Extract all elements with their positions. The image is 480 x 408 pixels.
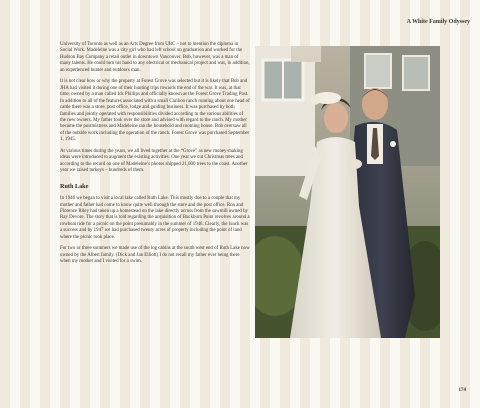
paragraph: University of Toronto as well as an Arts Degree from UBC – not to mention the diploma in Social Work. Madeleine was a city girl who had left school on graduation and worked for the Hudson Bay Company a retail outlet in downtown Vancouver. Bob, however, was a man of many talents. He could turn his hand to any electrical or mechanical project and was, in addition, an experienced hunter and outdoors man. [60, 42, 250, 73]
section-heading: Ruth Lake [60, 182, 89, 190]
paragraph: It is not clear how or why the property at Forest Grove was selected but it is likely that Bob and JHA had visited it during one of their hunting trips towards the end of the war. It was, at that time, owned by a man called Ick Phillips and officially known as the Forest Grove Trading Post. In addition to all of the features associated with a small Cariboo ranch running about one head of cattle there was a store, post office, lodge and guiding business. It was purchased by both families and jointly operated with responsibilities divided according to the various abilities of the new owners. My father took over the store and advised with regard to the ranch. My mother became the postmistress and Madeleine ran the household and rooming house. Bob oversaw all of the outside work including the operation of the ranch. Forest Grove was purchased September 1, 1945. [60, 79, 250, 143]
groom-face [362, 88, 388, 120]
page-number: 174 [458, 388, 466, 393]
paragraph: In 1946 we began to visit a local lake called Ruth Lake. This mostly due to a couple that my mother and father had come to know quite well through the store and the post office. Ron and Florence Riley had taken up a homestead on the lake directly across from the sawmill owned by Ray Devore. The story that is told regarding the acquisition of Buckburn Point revolves around a rowboat ride for a picnic on the point presumably in the summer of 1946. Clearly, the lunch was a success and by 1947 we had purchased twenty acres of property including the point of land where the picnic took place. [60, 196, 250, 240]
paragraph: At various times during the years, we all lived together at the “Grove” as new money-making ideas were introduced to augment the existing activities. One year we cut Christmas trees and according to the record on one of Madeleine’s photos shipped 21,000 trees to the coast. Another year we raised turkeys – hundreds of them. [60, 148, 248, 174]
paragraph: For two or three summers we made use of the log cabins at the south west end of Ruth Lake now owned by the Albert family. (Dick and Jan Elliott) I do not recall my father ever being there when my mother and I visited for a swim. [60, 246, 250, 265]
running-title: A White Family Odyssey [406, 19, 470, 25]
bride-face [324, 103, 348, 133]
text-column [60, 42, 250, 271]
wedding-couple-photo [255, 46, 440, 338]
photo-illustration [255, 46, 440, 338]
